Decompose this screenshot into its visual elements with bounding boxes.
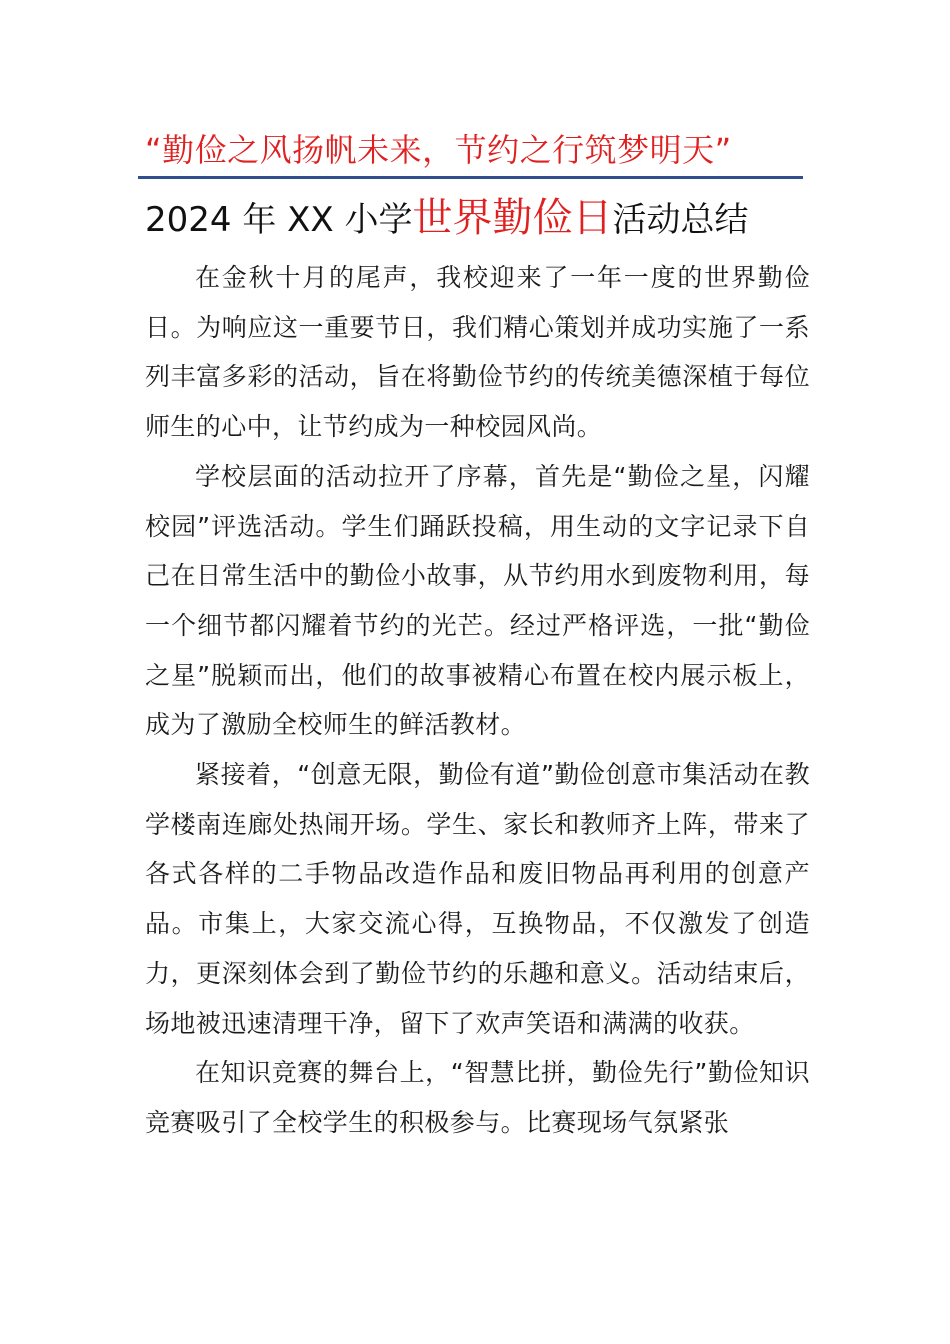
paragraph: 紧接着，“创意无限，勤俭有道”勤俭创意市集活动在教学楼南连廊处热闹开场。学生、家长和教师齐上阵，带来了各式各样的二手物品改造作品和废旧物品再利用的创意产品。市集上，大家交流心得，互换物品，不仅激发了创造力，更深刻体会到了勤俭节约的乐趣和意义。活动结束后，场地被迅速清理干净，留下了欢声笑语和满满的收获。 (145, 760, 810, 1038)
title-highlight: 世界勤俭日 (412, 195, 613, 241)
title-suffix: 活动总结 (612, 200, 749, 240)
document-title (145, 193, 825, 245)
paragraph: 在金秋十月的尾声，我校迎来了一年一度的世界勤俭日。为响应这一重要节日，我们精心策划并成功实施了一系列丰富多彩的活动，旨在将勤俭节约的传统美德深植于每位师生的心中，让节约成为一种校园风尚。 (145, 263, 810, 442)
paragraph: 在知识竞赛的舞台上，“智慧比拼，勤俭先行”勤俭知识竞赛吸引了全校学生的积极参与。比赛现场气氛紧张 (145, 1058, 810, 1137)
body-text (145, 253, 810, 1148)
paragraph: 学校层面的活动拉开了序幕，首先是“勤俭之星，闪耀校园”评选活动。学生们踊跃投稿，用生动的文字记录下自己在日常生活中的勤俭小故事，从节约用水到废物利用，每一个细节都闪耀着节约的光芒。经过严格评选，一批“勤俭之星”脱颖而出，他们的故事被精心布置在校内展示板上，成为了激励全校师生的鲜活教材。 (145, 461, 810, 740)
divider-line (138, 176, 803, 179)
title-prefix: 2024 年 XX 小学 (145, 200, 413, 240)
slogan-heading: “勤俭之风扬帆未来，节约之行筑梦明天” (145, 131, 732, 169)
